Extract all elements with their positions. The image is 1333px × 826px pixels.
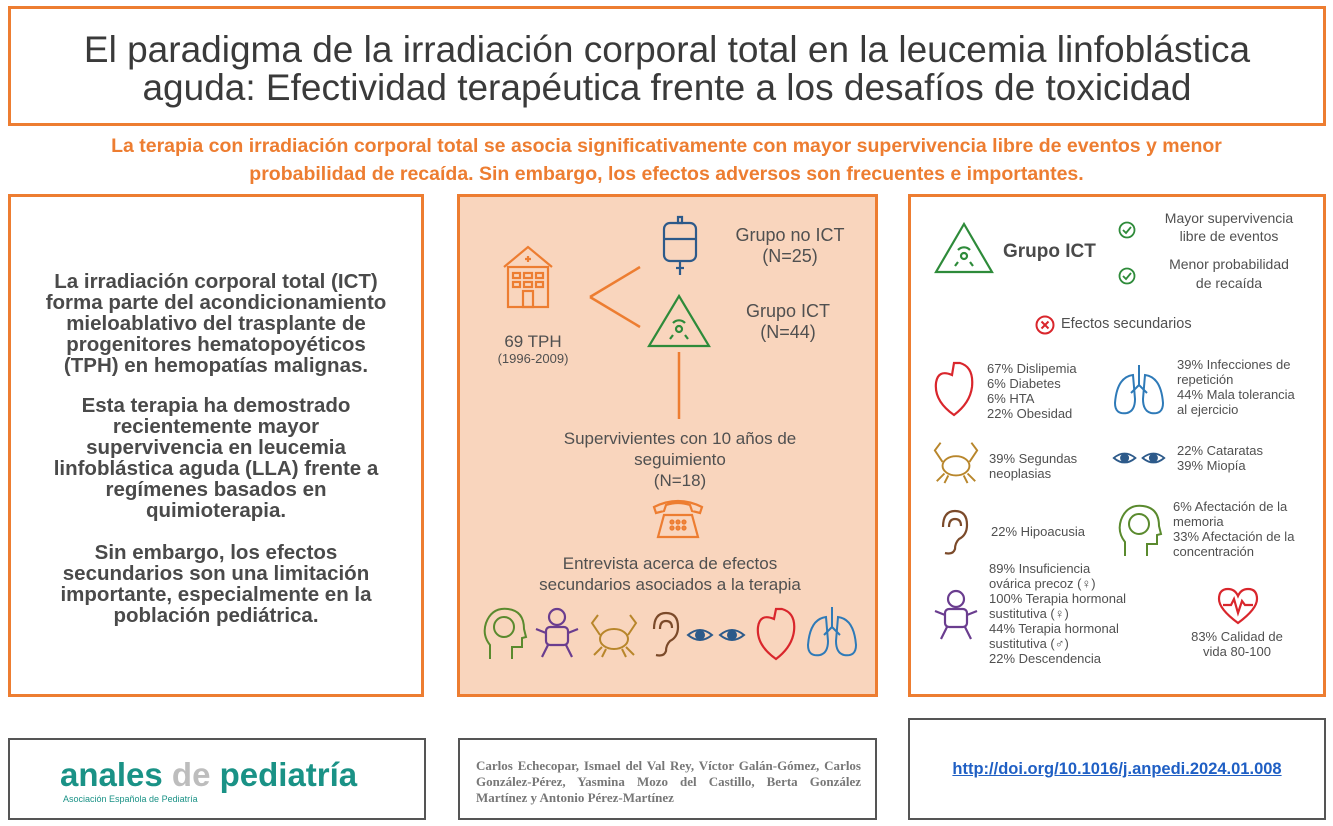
crab-icon: [931, 437, 981, 485]
summary-banner: La terapia con irradiación corporal total se asocia significativamente con mayor supervivencia libre de eventos y menor probabilidad de recaída. Sin embargo, los efectos adversos son frecuentes e importantes.: [111, 135, 1222, 185]
journal-logo-box: [8, 738, 426, 820]
hearing-effects: 22% Hipoacusia: [991, 524, 1085, 539]
iv-bag-icon: [660, 215, 700, 277]
brain-head-icon: [1115, 501, 1163, 559]
doi-box: [908, 718, 1326, 820]
heart-organ-icon: [752, 605, 800, 661]
heart-organ-icon: [931, 359, 977, 417]
intro-paragraph-3: Sin embargo, los efectos secundarios son una limitación importante, especialmente en la población pediátrica.: [60, 541, 372, 627]
eyes-icon: [686, 625, 746, 645]
intro-paragraph-2: Esta terapia ha demostrado recientemente mayor supervivencia en leucemia linfoblástica aguda (LLA) frente a regímenes basados en quimioterapia.: [53, 394, 379, 522]
neoplasia-effects: 39% Segundas neoplasias: [989, 451, 1078, 481]
eyes-icon: [1111, 449, 1167, 467]
side-effects-heading: Efectos secundarios: [1061, 316, 1192, 332]
cognitive-effects: 6% Afectación de la memoria 33% Afectación de la concentración: [1173, 499, 1295, 559]
check-icon: [1118, 267, 1136, 285]
authors-box: [458, 738, 877, 820]
quality-of-life: 83% Calidad de vida 80-100: [1191, 629, 1283, 659]
study-design-panel: [457, 194, 878, 697]
ear-icon: [646, 611, 680, 659]
eye-effects: 22% Cataratas 39% Miopía: [1177, 443, 1263, 473]
intro-panel: [8, 194, 424, 697]
baby-icon: [933, 589, 979, 643]
survivors-label: Supervivientes con 10 años de seguimiento (N=18): [563, 429, 797, 490]
authors: Carlos Echecopar, Ismael del Val Rey, Víctor Galán-Gómez, Carlos González-Pérez, Yasmina Mozo del Castillo, Berta González Martínez y Antonio Pérez-Martínez: [476, 758, 861, 805]
interview-label: Entrevista acerca de efectos secundarios asociados a la terapia: [539, 554, 801, 594]
journal-logo: anales de pediatría: [60, 756, 358, 793]
intro-paragraph-1: La irradiación corporal total (ICT) forma parte del acondicionamiento mieloablativo del trasplante de progenitores hematopoyéticos (TPH) en hemopatías malignas.: [45, 270, 387, 377]
doi-link[interactable]: http://doi.org/10.1016/j.anpedi.2024.01.008: [952, 760, 1282, 778]
title-box: [8, 6, 1326, 126]
lung-effects: 39% Infecciones de repetición 44% Mala tolerancia al ejercicio: [1177, 357, 1295, 417]
heartbeat-icon: [1217, 587, 1259, 625]
cross-icon: [1035, 315, 1055, 335]
tph-count: 69 TPH: [504, 332, 562, 351]
hormonal-effects: 89% Insuficiencia ovárica precoz (♀) 100% Terapia hormonal sustitutiva (♀) 44% Terapia hormonal sustitutiva (♂) 22% Descendencia: [989, 561, 1127, 666]
journal-logo-subtitle: Asociación Española de Pediatría: [63, 794, 198, 804]
crab-icon: [588, 611, 640, 657]
group-ict-title: Grupo ICT: [1003, 241, 1096, 262]
benefit-survival: Mayor supervivencia libre de eventos: [1164, 210, 1294, 244]
tph-years: (1996-2009): [497, 351, 569, 366]
cardio-effects: 67% Dislipemia 6% Diabetes 6% HTA 22% Obesidad: [987, 361, 1077, 421]
radiation-warning-icon: [646, 293, 712, 349]
lungs-icon: [1111, 363, 1167, 417]
ear-icon: [935, 509, 969, 557]
page-title: El paradigma de la irradiación corporal total en la leucemia linfoblástica aguda: Efectividad terapéutica frente a los desafíos de toxicidad: [83, 29, 1251, 108]
brain-head-icon: [480, 605, 528, 661]
telephone-icon: [650, 493, 706, 541]
baby-icon: [534, 607, 580, 661]
group-no-ict: Grupo no ICT (N=25): [735, 225, 845, 266]
check-icon: [1118, 221, 1136, 239]
radiation-warning-icon: [933, 221, 995, 275]
results-panel: [908, 194, 1326, 697]
benefit-relapse: Menor probabilidad de recaída: [1169, 256, 1289, 291]
group-ict: Grupo ICT (N=44): [745, 301, 831, 342]
lungs-icon: [804, 605, 860, 661]
